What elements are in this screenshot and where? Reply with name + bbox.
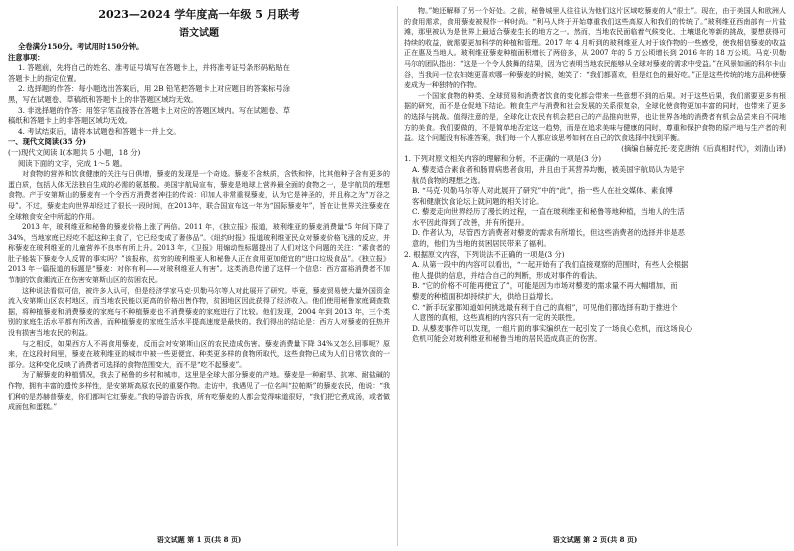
section-heading: 一、现代文阅读(35 分) xyxy=(8,137,86,147)
notes-heading: 注意事项： xyxy=(8,52,45,62)
q1-option: 客和健康饮食论坛上就问题的相关讨论。 xyxy=(412,196,544,206)
note-line: 3. 非选择题的作答：用签字笔直接答在答题卡上对应的答题区域内。写在试题卷、草 xyxy=(18,105,290,115)
notes-list xyxy=(8,63,390,137)
page-footer-right: 语文试题 第 2 页(共 8 页) xyxy=(552,535,638,544)
q2-option: C. “新手玩家都知道如何挑选最有利于自己的真相”，可见他们都选择有助于推进个 xyxy=(412,302,678,312)
question-1: 1. 下列对原文相关内容的理解和分析，不正确的一项是(3 分) xyxy=(404,154,602,164)
q2-option: 他人提供的信息，并结合自己的判断，形成对事件的看法。 xyxy=(412,270,602,280)
passage-paragraph: 物。”她还解释了另一个好处。之前，秘鲁城里人往往认为他们这片区域吃藜麦的人“很土”。现在，由于美国人和欧洲人的食用需求，食用藜麦被视作一种时尚。“利马人终于开始尊重我们这些高原人和我们的传统了。”玻利维亚西南部有一片盐滩，那里被认为是世界上最适合藜麦生长的地方之一。然而，当地农民面临着气候变化、土壤退化等新的挑战，要想获得可持续的收益，就需要更加科学的种植和管理。2017 年 4 月听到的玻利维亚人对于该作物的一些感受，使我相信藜麦的收益正在惠及当地人。玻利维亚藜麦种植面积增长了两倍多，从 2007 年的 5 万公顷增长到 2016 年的 18 万公顷。马克·贝勒马尔的团队指出：“这是一个令人鼓舞的结果，因为它表明当地农民能够从全球对藜麦的需求中受益。”在风景如画的科尔卡山谷，当我问一位农妇她更喜欢哪一种藜麦的时候，她笑了：“我们都喜欢，但是红色的最好吃。”正是这些传统的地方品种使藜麦成为一种独特的作物。 xyxy=(404,7,786,90)
note-line: 4. 考试结束后，请将本试题卷和答题卡一并上交。 xyxy=(18,126,181,136)
source-citation: (摘编自赫克托·麦克唐纳《后真相时代》，刘清山译) xyxy=(621,143,786,153)
page-right xyxy=(404,0,786,551)
q2-option: 人意图的真相，这些真相的内容只有一定的关联性。 xyxy=(412,313,580,323)
passage-paragraph: 对食物的营养和饮食健康的关注与日俱增，藜麦的发现是一个奇迹。藜麦不含麸质，含铁和锌，比其他种子含有更多的蛋白质，包括人体无法独自生成的必需的氨基酸。美国宇航局宣布，藜麦是地球上营养最全面的食物之一，是宇航员的理想食物。产于安第斯山的藜麦有一个令西方消费者神往的传说：印加人非常重视藜麦，认为它是神圣的，并且称之为“万谷之母”。不过，藜麦走向世界却经过了很长一段时间，在2013年，联合国宣布这一年为“国际藜麦年”，旨在让世界关注藜麦在全球粮食安全中所起的作用。 xyxy=(8,170,390,221)
q2-option: B. “它的价格不可能再便宜了”，可能是因为市场对藜麦的需求量不再大幅增加，而 xyxy=(412,281,678,291)
note-line: 2. 选择题的作答：每小题选出答案后，用 2B 铅笔把答题卡上对应题目的答案标号涂 xyxy=(18,84,291,94)
passage-paragraph: 为了解藜麦的种植情况，我去了秘鲁的乡村和城市，这里是全球大部分藜麦的产地。藜麦是一种耐旱、抗寒、耐盐碱的作物，拥有丰富的遗传多样性，是安第斯高原农民的重要作物。走访中，我遇见了一位名叫“拉帕斯”的藜麦农民，他说：“我们种的是苏赫普藜麦，你们都叫它红藜麦。”我的导游告诉我，所有吃藜麦的人都会觉得味道很好，“我们把它煮成汤，或者做成面包和蛋糕。” xyxy=(8,371,390,412)
question-2: 2. 根据原文内容，下列说法不正确的一项是(3 分) xyxy=(404,249,565,259)
page-footer-left: 语文试题 第 1 页(共 8 页) xyxy=(156,535,242,544)
note-line: 黑，写在试题卷、草稿纸和答题卡上的非答题区域均无效。 xyxy=(8,94,198,104)
page-left xyxy=(8,0,390,551)
note-line: 1. 答题前，先将自己的姓名、准考证号填写在答题卡上，并将准考证号条形码粘贴在 xyxy=(18,63,290,73)
reading-instruction: 阅读下面的文字，完成 1～5 题。 xyxy=(18,158,127,168)
page-divider xyxy=(397,6,398,546)
note-line: 稿纸和答题卡上的非答题区域均无效。 xyxy=(8,116,133,126)
q2-option: D. 从藜麦事件可以发现，一组片面的事实编织在一起引发了一场良心危机，而这场良心 xyxy=(412,323,693,333)
q1-option: 航员食物的理想之选。 xyxy=(412,175,485,185)
note-line: 答题卡上的指定位置。 xyxy=(8,73,81,83)
score-line: 全卷满分150分。考试用时150分钟。 xyxy=(18,42,144,51)
passage-paragraph: 一个国家食物的种类、全球贸易和消费者饮食的变化都会带来一些意想不到的后果。对于这些后果，我们需要更多有根据的研究，而不是仓促地下结论。粮食生产与消费和社会发展的关系很复杂，全球化使食物更加丰富的同时，也带来了更多的选择与挑战。值得注意的是，全球化让农民有机会把自己的产品推向世界，也让世界各地的消费者有机会品尝来自不同地方的美食。我们要做的，不是简单地否定这一趋势，而是在追求美味与健康的同时，尊重和保护食物的原产地与生产者的利益。这个问题没有标准答案，我们每一个人都应该思考如何在自己的饮食选择中找到平衡。 xyxy=(404,91,786,143)
exam-title: 2023—2024 学年度高一年级 5 月联考 xyxy=(98,8,300,21)
passage-paragraph: 2013 年，玻利维亚和秘鲁的藜麦价格上涨了两倍。2011 年，《独立报》报道，玻利维亚的藜麦消费量“5 年间下降了 34%，当地家庭已经吃不起这种主食了，它已经变成了奢侈品”。《纽约时报》报道玻利维亚民众对藜麦价格飞涨的反应，并称藜麦在玻利维亚的儿童营养不良率有所上升。2013 年，《卫报》用煽动性标题提出了人们对这个问题的关注：“素食者的肚子能装下藜麦令人反胃的事实吗？”该报称，贫穷的玻利维亚人和秘鲁人正在食用更加便宜的“进口垃圾食品”。《独立报》2013 年一篇报道的标题是“藜麦：对你有利——对玻利维亚人有害”。这类消息传递了这样一个信息：西方富裕消费者不加节制的饮食潮流正在伤害安第斯山区的贫困农民。 xyxy=(8,223,390,285)
exam-subtitle: 语文试题 xyxy=(179,28,219,39)
subsection-heading: (一)现代文阅读 I(本题共 5 小题，18 分) xyxy=(8,147,141,157)
q2-option: 危机可能会对玻利维亚和秘鲁当地的居民造成真正的伤害。 xyxy=(412,334,602,344)
q1-option: 意的，他们为当地的贫困居民带来了福利。 xyxy=(412,239,551,249)
passage-paragraph: 与之相反，如果西方人不再食用藜麦，反而会对安第斯山区的农民造成伤害。藜麦消费量下降 34%又怎么回事呢？原来，在这段时间里，藜麦在玻利维亚的城市中被一些更便宜、种类更多样的食物所取代，这些食物已成为人们日常饮食的一部分。这种变化反映了消费者可选择的食物范围变大，而不是“吃不起藜麦”。 xyxy=(8,339,390,369)
q2-option: A. 从第一段中的内容可以看出，“一起开始有了我们直接观察的范围时，有些人会根据 xyxy=(412,260,689,270)
q1-option: 水平因此得到了改善，并有所提升。 xyxy=(412,217,529,227)
q1-option: A. 藜麦适合素食者和肠胃病患者食用，并且由于其营养均衡，被美国宇航局认为是宇 xyxy=(412,164,685,174)
q1-option: B. “马克·贝勒马尔等人对此展开了研究”中的“此”，指一些人在社交媒体、素食博 xyxy=(412,186,673,196)
q1-option: D. 作者认为，尽管西方消费者对藜麦的需求有所增长，但这些消费者的选择并非是恶 xyxy=(412,228,685,238)
passage-paragraph: 这种说法看似可信，被许多人认可，但是经济学家马克·贝勒马尔等人对此展开了研究。毕竟，藜麦贸易使大量外国资金流入安第斯山区农村地区，而当地农民能以更高的价格出售作物，贫困地区因此获得了经济收入。他们使用秘鲁家庭调查数据，将种植藜麦和消费藜麦的家庭与不种植藜麦也不消费藜麦的家庭进行了比较。他们发现，2004 年到 2013 年，三个类别的家庭生活水平都有所改善，而种植藜麦的家庭生活水平提高速度是最快的。我们得出的结论是：西方人对藜麦的狂热并没有损害当地农民的利益。 xyxy=(8,286,390,338)
q2-option: 藜麦的种植面积却持续扩大，供给日益增长。 xyxy=(412,292,558,302)
q1-option: C. 藜麦走向世界经历了漫长的过程，一直在玻利维亚和秘鲁等地种植，当地人的生活 xyxy=(412,207,685,217)
